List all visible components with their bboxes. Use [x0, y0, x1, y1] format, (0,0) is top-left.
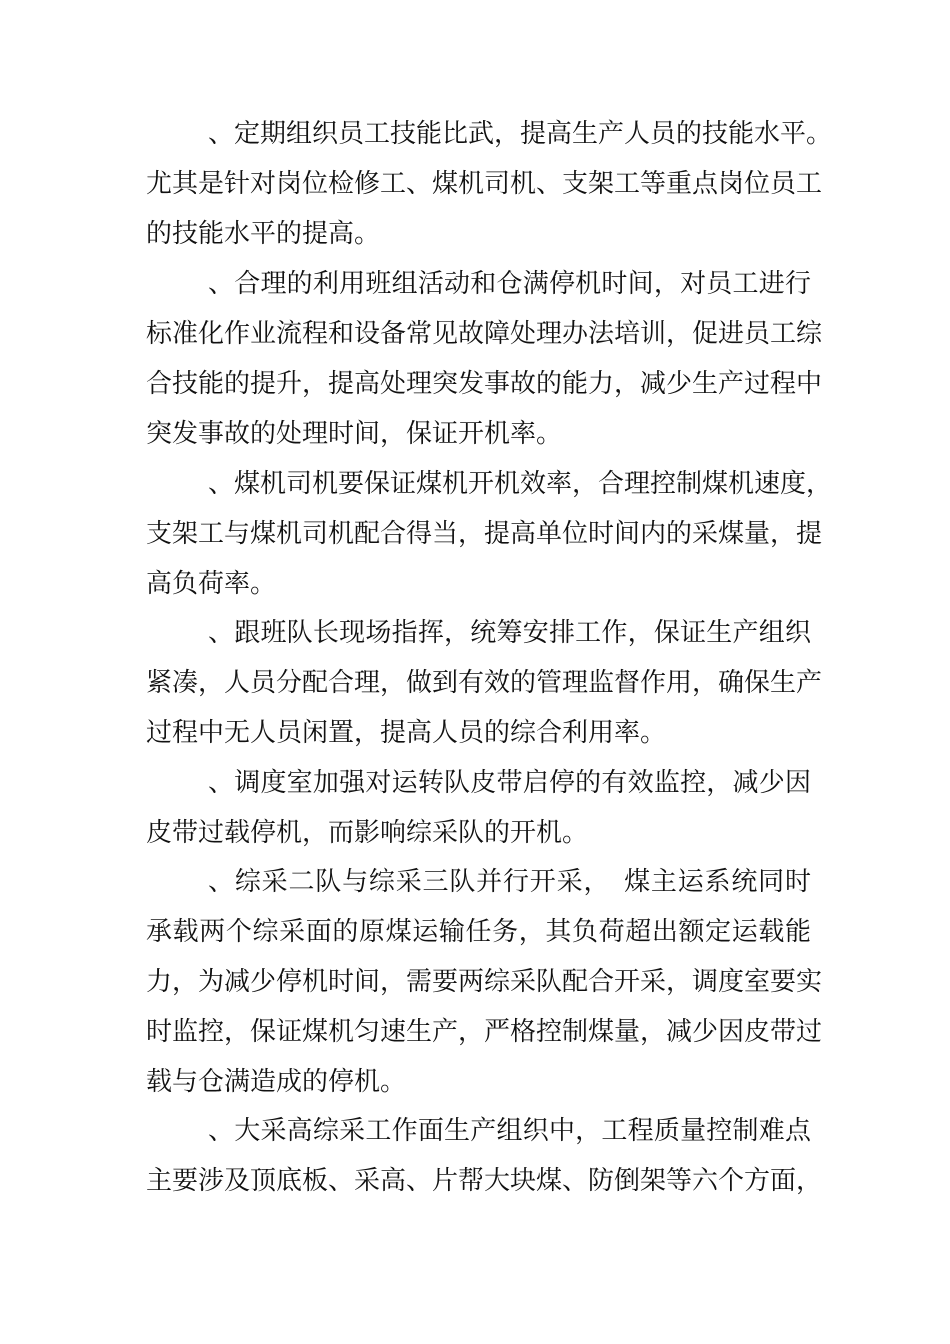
- paragraph-2-line-2: 标准化作业流程和设备常见故障处理办法培训，促进员工综: [146, 319, 823, 349]
- paragraph-6-line-1: 、综采二队与综采三队并行开采， 煤主运系统同时: [208, 867, 811, 897]
- paragraph-5-line-1: 、调度室加强对运转队皮带启停的有效监控，减少因: [208, 768, 811, 798]
- paragraph-4-line-1: 、跟班队长现场指挥，统筹安排工作，保证生产组织: [208, 618, 811, 648]
- paragraph-1-line-1: 、定期组织员工技能比武，提高生产人员的技能水平。: [208, 119, 833, 149]
- paragraph-7-line-2: 主要涉及顶底板、采高、片帮大块煤、防倒架等六个方面，: [146, 1166, 823, 1196]
- paragraph-5-line-2: 皮带过载停机，而影响综采队的开机。: [146, 818, 589, 848]
- paragraph-2-line-4: 突发事故的处理时间，保证开机率。: [146, 419, 563, 449]
- paragraph-1-line-3: 的技能水平的提高。: [146, 219, 381, 249]
- paragraph-4-line-2: 紧凑，人员分配合理，做到有效的管理监督作用，确保生产: [146, 668, 823, 698]
- paragraph-2-line-3: 合技能的提升，提高处理突发事故的能力，减少生产过程中: [146, 369, 823, 399]
- paragraph-6-line-2: 承载两个综采面的原煤运输任务，其负荷超出额定运载能: [146, 917, 811, 947]
- paragraph-6-line-3: 力，为减少停机时间，需要两综采队配合开采，调度室要实: [146, 967, 823, 997]
- paragraph-2-line-1: 、合理的利用班组活动和仓满停机时间，对员工进行: [208, 269, 811, 299]
- paragraph-3-line-1: 、煤机司机要保证煤机开机效率，合理控制煤机速度，: [208, 469, 833, 499]
- paragraph-6-line-5: 载与仓满造成的停机。: [146, 1067, 407, 1097]
- paragraph-1-line-2: 尤其是针对岗位检修工、煤机司机、支架工等重点岗位员工: [146, 169, 823, 199]
- paragraph-3-line-3: 高负荷率。: [146, 569, 277, 599]
- paragraph-4-line-3: 过程中无人员闲置，提高人员的综合利用率。: [146, 718, 667, 748]
- paragraph-3-line-2: 支架工与煤机司机配合得当，提高单位时间内的采煤量，提: [146, 519, 823, 549]
- paragraph-7-line-1: 、大采高综采工作面生产组织中，工程质量控制难点: [208, 1116, 811, 1146]
- paragraph-6-line-4: 时监控，保证煤机匀速生产，严格控制煤量，减少因皮带过: [146, 1017, 823, 1047]
